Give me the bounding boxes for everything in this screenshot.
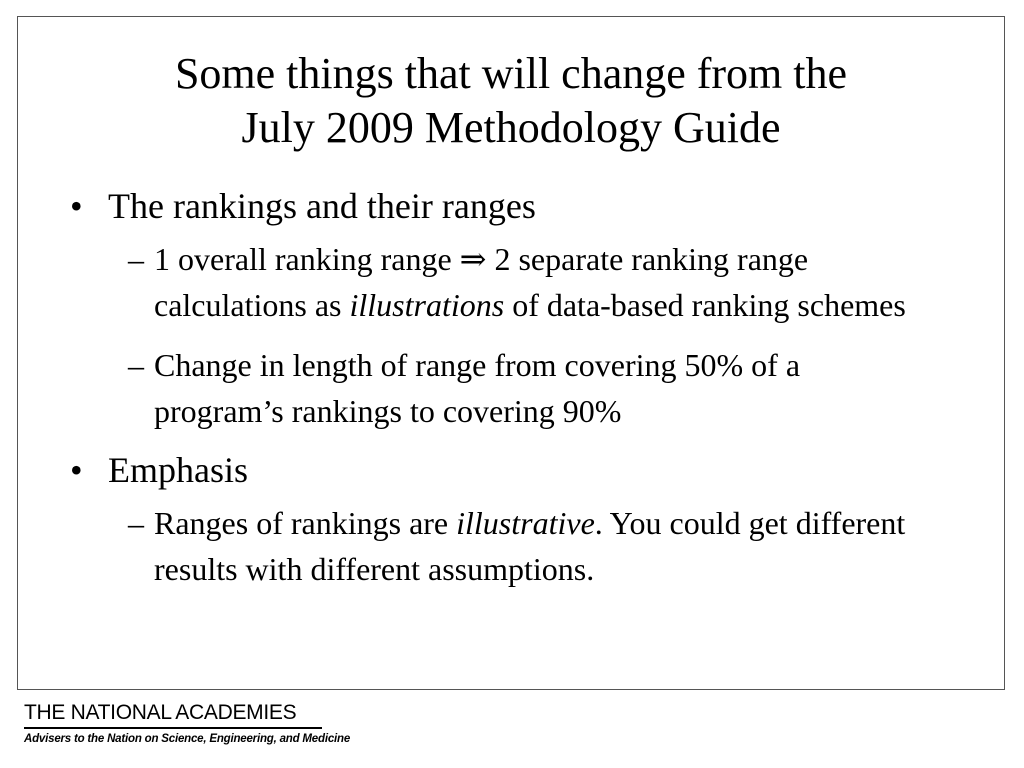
logo-wordmark: THE NATIONAL ACADEMIES	[24, 701, 297, 724]
slide-title-line-2: July 2009 Methodology Guide	[241, 103, 781, 152]
sub-text-italic: illustrations	[349, 287, 505, 323]
sub-text-italic: illustrative	[456, 505, 595, 541]
slide-content	[64, 184, 944, 606]
sub-marker: –	[128, 347, 144, 383]
bullet-text: The rankings and their ranges	[108, 186, 536, 226]
bullet-text: Emphasis	[108, 450, 248, 490]
slide-title	[18, 47, 1004, 155]
sub-text-part: . You could get different results with different assumptions.	[154, 505, 906, 587]
bullet-marker: •	[70, 186, 83, 226]
sub-list	[64, 500, 944, 592]
sub-item	[64, 500, 934, 592]
bullet-item	[64, 448, 944, 492]
sub-list	[64, 236, 944, 434]
sub-item	[64, 342, 934, 434]
national-academies-logo	[24, 700, 351, 746]
logo-tagline: Advisers to the Nation on Science, Engineering, and Medicine	[24, 733, 351, 745]
sub-item	[64, 236, 934, 328]
implies-arrow-icon: ⇒	[459, 241, 487, 277]
bullet-item	[64, 184, 944, 228]
slide-title-line-1: Some things that will change from the	[174, 49, 848, 98]
sub-text-part: Ranges of rankings are	[154, 505, 457, 541]
sub-text-part: 2 separate ranking range calculations as	[154, 241, 809, 323]
sub-marker: –	[128, 241, 144, 277]
sub-text-part: of data-based ranking schemes	[504, 287, 906, 323]
sub-marker: –	[128, 505, 144, 541]
sub-text: Change in length of range from covering 50% of a program’s rankings to covering 90%	[154, 347, 801, 429]
logo-divider	[24, 727, 322, 729]
bullet-marker: •	[70, 450, 83, 490]
sub-text-part: 1 overall ranking range	[154, 241, 460, 277]
